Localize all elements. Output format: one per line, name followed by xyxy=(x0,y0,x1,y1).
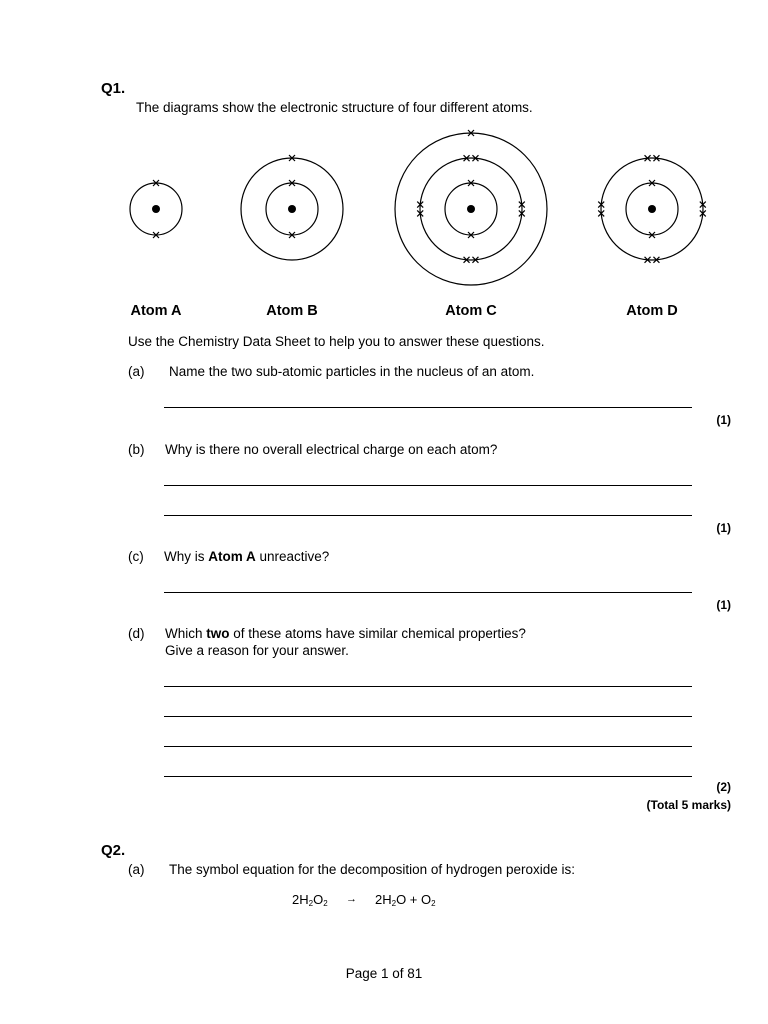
equation-arrow: → xyxy=(346,893,357,905)
part-b-question: Why is there no overall electrical charge on each atom? xyxy=(165,442,498,457)
part-a-question: Name the two sub-atomic particles in the nucleus of an atom. xyxy=(169,364,535,379)
q1-intro: The diagrams show the electronic structure of four different atoms. xyxy=(136,100,533,115)
atom-d-diagram xyxy=(601,158,703,260)
atom-b-diagram xyxy=(241,158,343,260)
part-d-question-line2: Give a reason for your answer. xyxy=(165,643,349,658)
q2-heading: Q2. xyxy=(101,842,126,859)
atom-a-nucleus xyxy=(152,205,160,213)
atom-c-nucleus xyxy=(467,205,475,213)
part-b-marks: (1) xyxy=(716,521,731,535)
q1-total-marks: (Total 5 marks) xyxy=(646,798,731,812)
answer-line[interactable] xyxy=(164,485,692,486)
part-c-marks: (1) xyxy=(716,598,731,612)
answer-line[interactable] xyxy=(164,686,692,687)
part-c-question: Why is Atom A unreactive? xyxy=(164,549,330,564)
atom-diagrams xyxy=(0,0,768,300)
part-b-letter: (b) xyxy=(128,442,145,457)
q1-instruction: Use the Chemistry Data Sheet to help you to answer these questions. xyxy=(128,334,545,349)
answer-line[interactable] xyxy=(164,716,692,717)
part-d-marks: (2) xyxy=(716,780,731,794)
part-a-marks: (1) xyxy=(716,413,731,427)
answer-line[interactable] xyxy=(164,407,692,408)
part-d-letter: (d) xyxy=(128,626,145,641)
page-number: Page 1 of 81 xyxy=(345,966,423,981)
atom-c-diagram xyxy=(395,133,547,285)
electron-crosses xyxy=(153,130,706,263)
atom-d-label: Atom D xyxy=(626,303,678,319)
part-d-question: Which two of these atoms have similar chemical properties? xyxy=(165,626,526,641)
q2-part-a-letter: (a) xyxy=(128,862,145,877)
equation-reactants: $2H_2O_2$ xyxy=(292,892,328,908)
answer-line[interactable] xyxy=(164,515,692,516)
answer-line[interactable] xyxy=(164,746,692,747)
atom-b-nucleus xyxy=(288,205,296,213)
q1-heading: Q1. xyxy=(101,80,126,97)
q2-part-a-text: The symbol equation for the decomposition of hydrogen peroxide is: xyxy=(169,862,575,877)
answer-line[interactable] xyxy=(164,592,692,593)
part-c-letter: (c) xyxy=(128,549,144,564)
equation-products: $2H_2O + O_2$ xyxy=(375,892,436,908)
part-a-letter: (a) xyxy=(128,364,145,379)
atom-d-nucleus xyxy=(648,205,656,213)
atom-c-label: Atom C xyxy=(445,303,497,319)
atom-b-label: Atom B xyxy=(266,303,318,319)
answer-line[interactable] xyxy=(164,776,692,777)
atom-a-diagram xyxy=(130,183,182,235)
atom-a-label: Atom A xyxy=(130,303,182,319)
